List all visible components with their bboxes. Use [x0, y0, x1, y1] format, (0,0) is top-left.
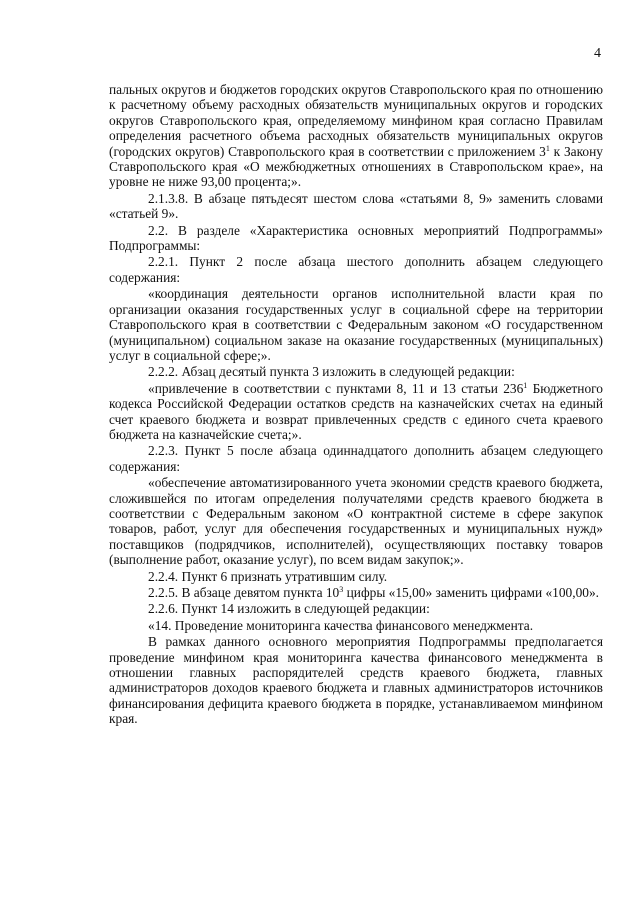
paragraph-7-tail: Бюджетного кодекса Российской Федерации остатков средств на казначейских счетах на единый счет краевого бюджета и возврат привлеченных средств с единого счета краевого бюджета на казначейские счета;».: [109, 380, 603, 442]
paragraph-4: 2.2.1. Пункт 2 после абзаца шестого дополнить абзацем следующего содержания:: [109, 254, 603, 285]
paragraph-11-tail: цифры «15,00» заменить цифрами «100,00».: [343, 585, 600, 600]
paragraph-10: 2.2.4. Пункт 6 признать утратившим силу.: [148, 568, 388, 584]
paragraph-13: «14. Проведение мониторинга качества финансового менеджмента.: [148, 617, 534, 633]
paragraph-9: «обеспечение автоматизированного учета экономии средств краевого бюджета, сложившейся по итогам определения получателями средств краевого бюджета в соответствии с Федеральным законом «О контрактной системе в сфере закупок товаров, работ, услуг для обеспечения государственных и муниципальных нужд» поставщиков (подрядчиков, исполнителей), осуществляющих поставку товаров (выполнение работ, оказание услуг), по всем видам закупок;».: [109, 475, 603, 568]
paragraph-7-text: «привлечение в соответствии с пунктами 8, 11 и 13 статьи 236: [148, 380, 524, 396]
page-number: 4: [594, 46, 601, 61]
paragraph-1: [109, 82, 603, 190]
paragraph-6: 2.2.2. Абзац десятый пункта 3 изложить в следующей редакции:: [148, 364, 515, 380]
superscript: 3: [339, 585, 344, 594]
paragraph-2: 2.1.3.8. В абзаце пятьдесят шестом слова «статьями 8, 9» заменить словами «статьей 9».: [109, 190, 603, 222]
paragraph-12: 2.2.6. Пункт 14 изложить в следующей редакции:: [148, 601, 430, 617]
paragraph-11: [109, 585, 603, 600]
superscript: 1: [545, 143, 550, 153]
paragraph-14: В рамках данного основного мероприятия Подпрограммы предполагается проведение минфином края мониторинга качества финансового менеджмента в отношении главных распорядителей средств краевого бюджета, главных администраторов доходов краевого бюджета и главных администраторов источников финансирования дефицита краевого бюджета в порядке, устанавливаемом минфином края.: [109, 634, 603, 727]
paragraph-3: 2.2. В разделе «Характеристика основных мероприятий Подпрограммы» Подпрограммы:: [109, 222, 603, 254]
paragraph-1-text: пальных округов и бюджетов городских округов Ставропольского края по отношению к расчетному объему расходных обязательств муниципальных округов и городских округов Ставропольского края, определяемому минфином края согласно Правилам определения расчетного объема расходных обязательств муниципальных округов (городских округов) Ставропольского края в соответствии с приложением 3: [109, 82, 603, 159]
document-body: [109, 82, 603, 728]
paragraph-5: «координация деятельности органов исполнительной власти края по организации оказания государственных услуг в социальной сфере на территории Ставропольского края в соответствии с Федеральным законом «О государственном (муниципальном) социальном заказе на оказание государственных (муниципальных) услуг в социальной сфере;».: [109, 286, 603, 363]
superscript: 1: [523, 380, 528, 390]
paragraph-8: 2.2.3. Пункт 5 после абзаца одиннадцатого дополнить абзацем следующего содержания:: [109, 443, 603, 474]
paragraph-7: [109, 381, 603, 443]
paragraph-1-tail: к Закону Ставропольского края «О межбюджетных отношениях в Ставропольском крае», на уровне не ниже 93,00 процента;».: [109, 143, 603, 190]
paragraph-11-text: 2.2.5. В абзаце девятом пункта 10: [148, 585, 340, 600]
